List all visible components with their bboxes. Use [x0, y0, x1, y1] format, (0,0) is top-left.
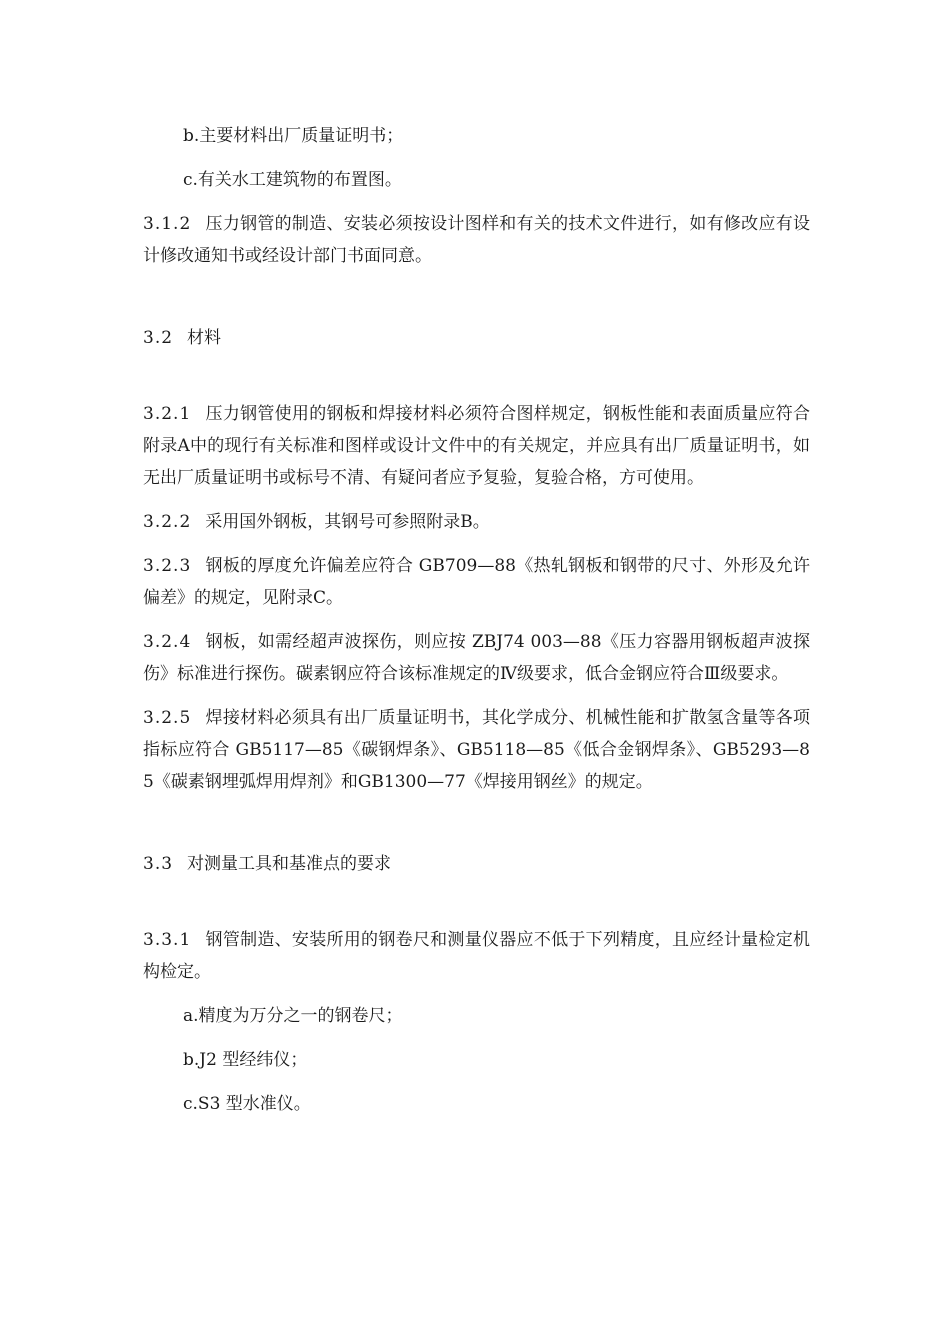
clause-3-1-2	[143, 208, 810, 272]
clause-text: 焊接材料必须具有出厂质量证明书，其化学成分、机械性能和扩散氢含量等各项指标应符合 GB5117—85《碳钢焊条》、GB5118—85《低合金钢焊条》、GB5293—85《碳素钢埋弧焊用焊剂》和GB1300—77《焊接用钢丝》的规定。	[143, 708, 810, 792]
clause-text: 压力钢管的制造、安装必须按设计图样和有关的技术文件进行，如有修改应有设计修改通知书或经设计部门书面同意。	[143, 214, 810, 266]
list-item-b-theodolite: b.J2 型经纬仪；	[183, 1050, 308, 1070]
clause-number: 3.1.2	[143, 214, 192, 234]
clause-text: 钢板的厚度允许偏差应符合 GB709—88《热轧钢板和钢带的尺寸、外形及允许偏差》的规定，见附录C。	[143, 556, 810, 608]
section-number: 3.2	[143, 328, 174, 348]
clause-3-2-5	[143, 702, 810, 798]
clause-text: 采用国外钢板，其钢号可参照附录B。	[205, 512, 490, 532]
clause-number: 3.2.2	[143, 512, 192, 532]
list-item-c-level: c.S3 型水准仪。	[183, 1094, 311, 1114]
clause-number: 3.2.4	[143, 632, 192, 652]
clause-number: 3.2.3	[143, 556, 192, 576]
section-heading-3-3	[143, 848, 810, 880]
list-item-c-layout-drawing: c.有关水工建筑物的布置图。	[183, 170, 402, 190]
clause-number: 3.3.1	[143, 930, 192, 950]
list-item-a-steel-tape: a.精度为万分之一的钢卷尺；	[183, 1006, 403, 1026]
spacer	[143, 284, 810, 322]
clause-3-2-1	[143, 398, 810, 494]
clause-number: 3.2.5	[143, 708, 192, 728]
clause-text: 钢管制造、安装所用的钢卷尺和测量仪器应不低于下列精度，且应经计量检定机构检定。	[143, 930, 810, 982]
section-title: 材料	[187, 328, 222, 348]
clause-3-2-2	[143, 506, 810, 538]
section-title: 对测量工具和基准点的要求	[187, 854, 392, 874]
section-heading-3-2	[143, 322, 810, 354]
spacer	[143, 354, 810, 398]
spacer	[143, 880, 810, 924]
clause-3-2-4	[143, 626, 810, 690]
clause-text: 压力钢管使用的钢板和焊接材料必须符合图样规定，钢板性能和表面质量应符合附录A中的现行有关标准和图样或设计文件中的有关规定，并应具有出厂质量证明书，如无出厂质量证明书或标号不清、有疑问者应予复验，复验合格，方可使用。	[143, 404, 810, 488]
clause-text: 钢板，如需经超声波探伤，则应按 ZBJ74 003—88《压力容器用钢板超声波探伤》标准进行探伤。碳素钢应符合该标准规定的Ⅳ级要求，低合金钢应符合Ⅲ级要求。	[143, 632, 810, 684]
spacer	[143, 810, 810, 848]
document-body	[143, 120, 810, 1132]
clause-3-3-1	[143, 924, 810, 988]
clause-3-2-3	[143, 550, 810, 614]
list-item-b-main-materials: b.主要材料出厂质量证明书；	[183, 126, 404, 146]
section-number: 3.3	[143, 854, 174, 874]
clause-number: 3.2.1	[143, 404, 192, 424]
